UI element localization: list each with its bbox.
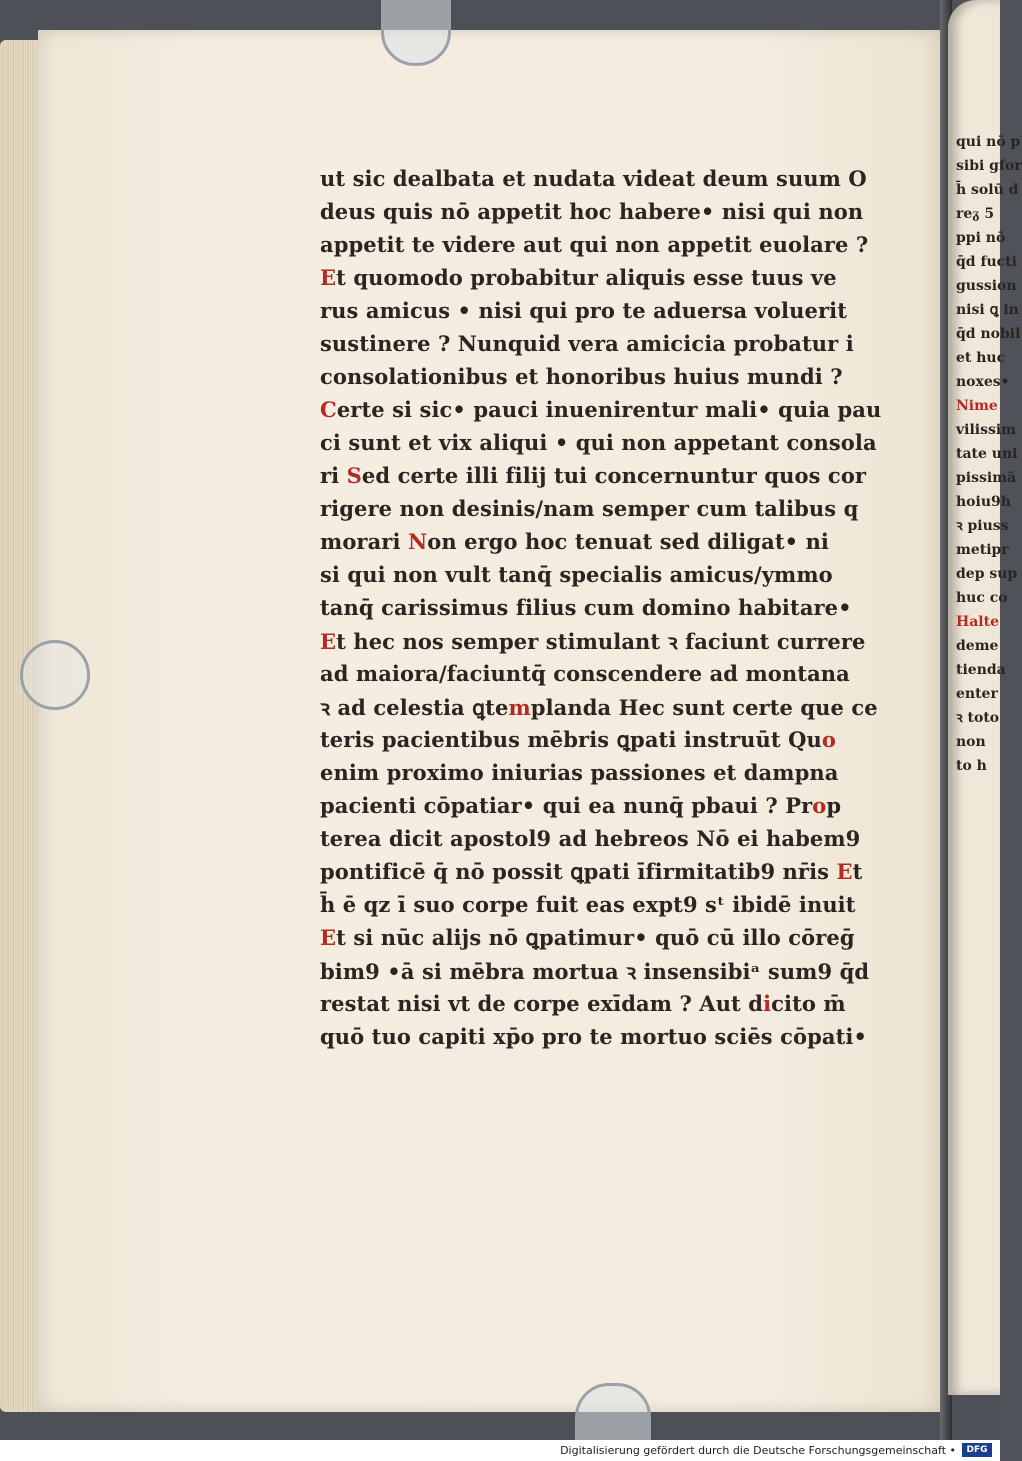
text-line: teris pacientibus mēbris ꝗpati instruūt Quo: [320, 727, 836, 752]
facing-line: huc co: [956, 590, 1008, 606]
facing-line: vilissim: [956, 422, 1016, 438]
text-line: pontificē q̄ nō possit ꝗpati īfirmitatib9 nr̄is Et: [320, 859, 863, 884]
attribution-footer: [0, 1440, 1000, 1461]
facing-line: reᵹ 5: [956, 206, 995, 222]
facing-page-fragment: [948, 0, 1022, 1395]
text-line: appetit te videre aut qui non appetit euolare ?: [320, 232, 869, 257]
text-line: ut sic dealbata et nudata videat deum suum O: [320, 166, 867, 191]
rubric-initial: i: [763, 991, 772, 1016]
facing-line: nisi ꝗ in: [956, 302, 1019, 318]
text-line: Et quomodo probabitur aliquis esse tuus ve: [320, 265, 837, 290]
rubric-initial: S: [346, 463, 362, 488]
text-line: ꝛ ad celestia ꝗtemplanda Hec sunt certe que ce: [320, 695, 878, 720]
facing-line: deme: [956, 638, 999, 654]
text-line: h̄ ē qz ī suo corpe fuit eas expt9 sᵗ ibidē inuit: [320, 892, 856, 917]
text-line: Certe si sic• pauci inuenirentur mali• quia pau: [320, 397, 882, 422]
text-line: ri Sed certe illi filij tui concernuntur quos cor: [320, 463, 867, 488]
text-line: ad maiora/faciuntq̄ conscendere ad montana: [320, 661, 850, 686]
rubric-initial: [689, 826, 696, 851]
text-line: morari Non ergo hoc tenuat sed diligat• ni: [320, 529, 830, 554]
rubric-initial: o: [812, 793, 827, 818]
text-line: ci sunt et vix aliqui • qui non appetant consola: [320, 430, 877, 455]
text-line: quō tuo capiti xp̄o pro te mortuo sciēs cōpati•: [320, 1024, 868, 1049]
text-line: sustinere ? Nunquid vera amicicia probatur i: [320, 331, 854, 356]
rubric-initial: N: [407, 529, 428, 554]
text-line: rigere non desinis/nam semper cum talibus q: [320, 496, 859, 521]
text-line: Et si nūc alijs nō ꝗpatimur• quō cū illo cōreḡ: [320, 925, 855, 950]
text-line: enim proximo iniurias passiones et dampna: [320, 760, 839, 785]
rubric-initial: [450, 331, 457, 356]
facing-line: ꝛ piuss: [956, 518, 1009, 534]
facing-line: ppi nō: [956, 230, 1006, 246]
facing-line: dep sup: [956, 566, 1018, 582]
facing-line: ꝛ toto: [956, 710, 1000, 726]
text-line: deus quis nō appetit hoc habere• nisi qui non: [320, 199, 864, 224]
facing-line: qui nō p: [956, 134, 1021, 150]
book-clip-left: [20, 640, 90, 710]
text-line: restat nisi vt de corpe exīdam ? Aut dicito m̄: [320, 991, 846, 1016]
facing-line: noxes•: [956, 374, 1010, 390]
facing-line: pissimā: [956, 470, 1017, 486]
facing-line: h̄ solū d: [956, 182, 1019, 198]
facing-line: hoiu9h: [956, 494, 1011, 510]
text-line: rus amicus • nisi qui pro te aduersa voluerit: [320, 298, 848, 323]
book-clip-top: [381, 0, 451, 66]
text-line: consolationibus et honoribus huius mundi ?: [320, 364, 843, 389]
facing-line: tienda: [956, 662, 1006, 678]
text-line: Et hec nos semper stimulant ꝛ faciunt currere: [320, 629, 866, 654]
facing-line: to h: [956, 758, 987, 774]
dfg-logo: DFG: [962, 1443, 992, 1457]
rubric-initial: o: [821, 727, 836, 752]
facing-line: sibi gfor: [956, 158, 1022, 174]
facing-line: metipr: [956, 542, 1009, 558]
text-line: pacienti cōpatiar• qui ea nunq̄ pbaui ? Prop: [320, 793, 842, 818]
rubric-initial: E: [320, 265, 337, 290]
text-line: tanq̄ carissimus filius cum domino habitare•: [320, 595, 852, 620]
facing-line-rubric: Nime: [956, 398, 998, 414]
rubric-initial: E: [320, 925, 337, 950]
rubric-initial: C: [320, 397, 337, 422]
text-line: bim9 •ā si mēbra mortua ꝛ insensibiᵃ sum9 q̄d: [320, 959, 870, 984]
facing-line: q̄d fucti: [956, 254, 1017, 270]
facing-line: tate uni: [956, 446, 1018, 462]
facing-line: q̄d nobil: [956, 326, 1021, 342]
funding-credit: Digitalisierung gefördert durch die Deutsche Forschungsgemeinschaft •: [560, 1444, 956, 1457]
facing-line: enter: [956, 686, 998, 702]
text-line: si qui non vult tanq̄ specialis amicus/ymmo: [320, 562, 833, 587]
facing-line-rubric: Halte: [956, 614, 999, 630]
rubric-initial: E: [320, 629, 337, 654]
text-line: terea dicit apostol9 ad hebreos Nō ei habem9: [320, 826, 861, 851]
facing-line: gussion: [956, 278, 1017, 294]
facing-line: et huc: [956, 350, 1006, 366]
rubric-initial: E: [836, 859, 853, 884]
facing-line: non: [956, 734, 986, 750]
rubric-initial: m: [508, 695, 531, 720]
